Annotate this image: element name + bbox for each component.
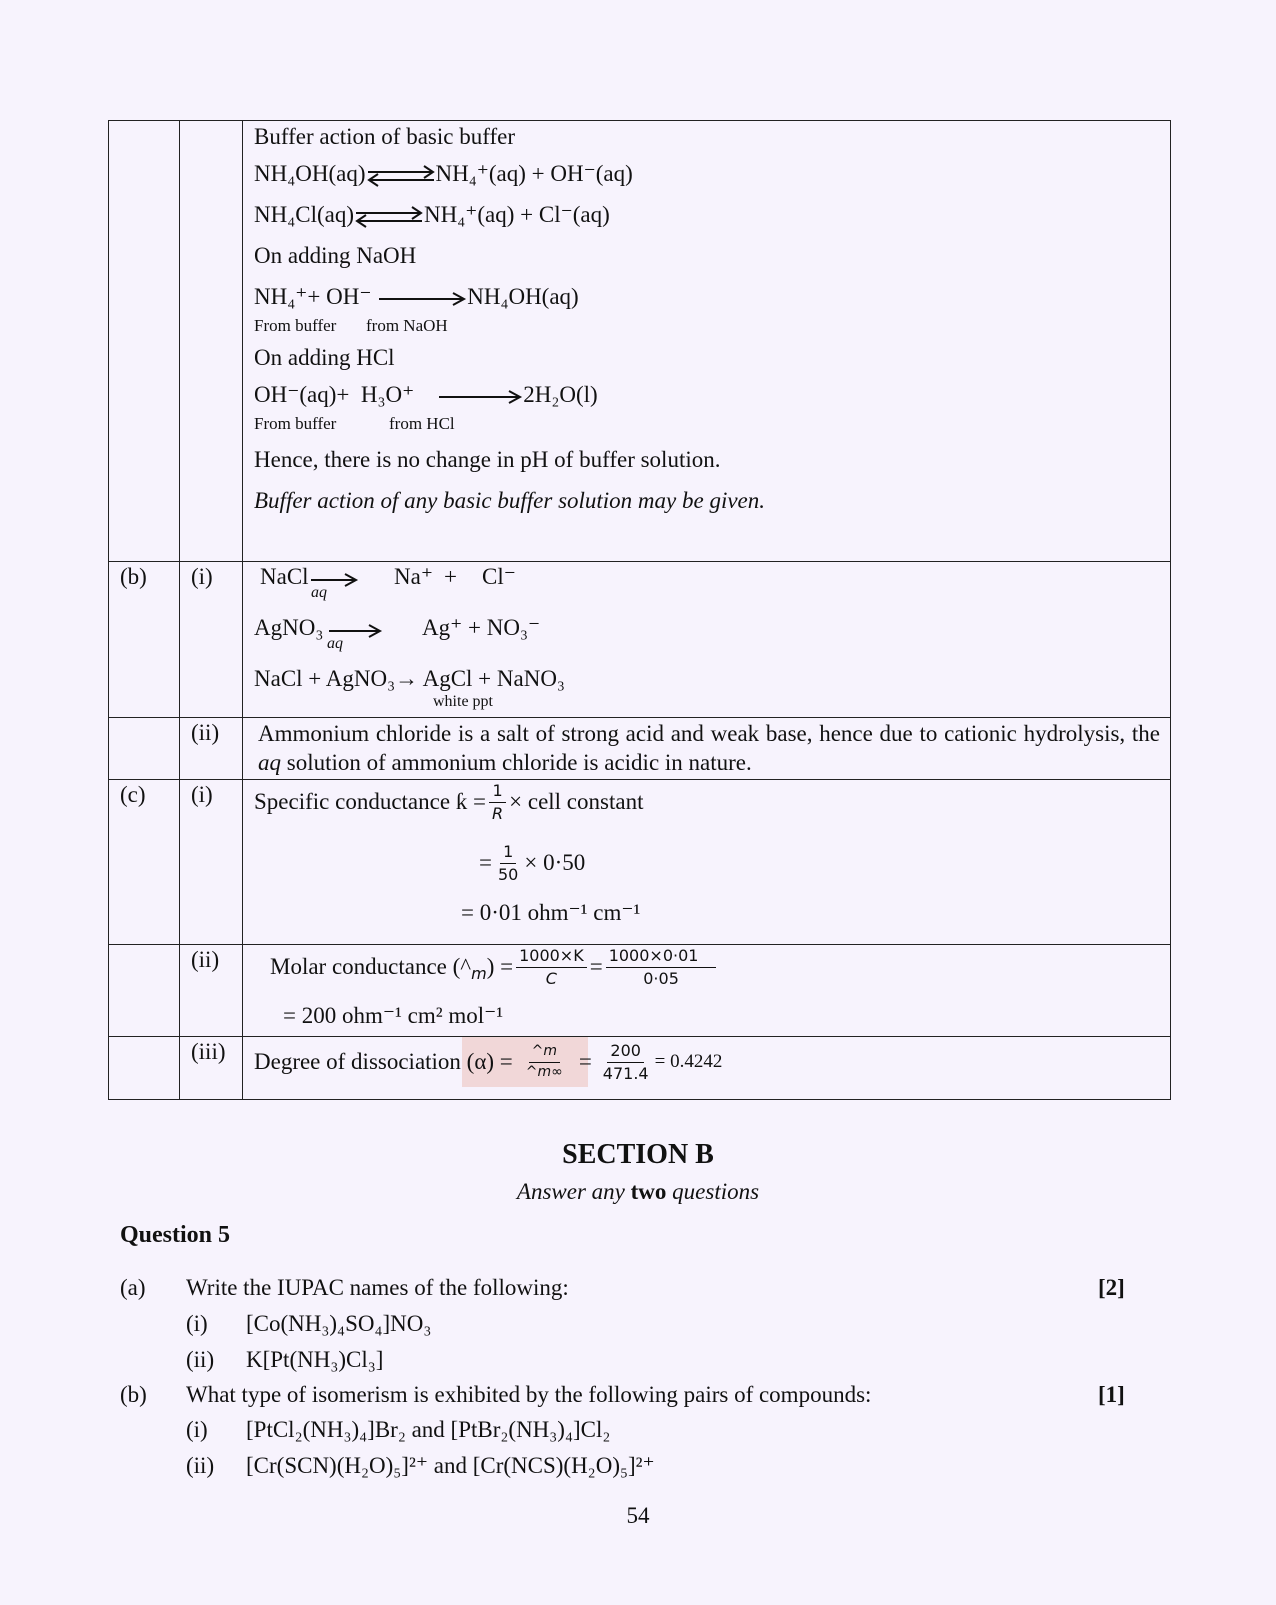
table-row bbox=[109, 780, 1171, 945]
part-b-text: What type of isomerism is exhibited by the following pairs of compounds: bbox=[186, 1382, 872, 1407]
equilibrium-arrow-icon bbox=[354, 206, 424, 228]
fraction: $\frac{1}{R}$ bbox=[489, 782, 506, 822]
right-arrow-icon bbox=[437, 389, 523, 405]
product-ion: Na⁺ bbox=[394, 564, 433, 589]
molar-conductance-result: = 200 ohm⁻¹ cm² mol⁻¹ bbox=[283, 1003, 504, 1028]
naoh-notes: From buffer from NaOH bbox=[254, 316, 448, 335]
part-label: (c) bbox=[120, 782, 146, 807]
sub-label: (i) bbox=[191, 782, 213, 807]
specific-conductance-formula: Specific conductance ƙ = $\frac{1}{R}$ × cell constant bbox=[254, 781, 644, 823]
sub-label: (ii) bbox=[186, 1347, 215, 1372]
naoh-heading: On adding NaOH bbox=[254, 243, 417, 268]
answer-table bbox=[108, 120, 1171, 1100]
compound-pair: [PtCl₂(NH₃)₄]Br₂ and [PtBr₂(NH₃)₄]Cl₂ bbox=[246, 1417, 611, 1442]
sub-label: (i) bbox=[186, 1417, 208, 1442]
compound-formula: [Co(NH₃)₄SO₄]NO₃ bbox=[246, 1311, 432, 1336]
content-cell bbox=[243, 718, 1171, 780]
precipitation-equation: NaCl + AgNO₃→ AgCl + NaNO₃ bbox=[254, 666, 565, 691]
sub-label: (i) bbox=[191, 564, 213, 589]
degree-of-dissociation-formula: Degree of dissociation (α) = $\frac{\^{}m}{\^{}m\infty}$ = $\frac{200}{471.4}$ = 0.4242 bbox=[254, 1041, 723, 1083]
compound-pair: [Cr(SCN)(H₂O)₅]²⁺ and [Cr(NCS)(H₂O)₅]²⁺ bbox=[246, 1453, 655, 1478]
sub-label: (ii) bbox=[191, 947, 220, 972]
fraction: $\frac{\^{}m}{\^{}m\infty}$ bbox=[525, 1043, 563, 1080]
hcl-notes: From buffer from HCl bbox=[254, 414, 455, 433]
fraction: $\frac{1000\times K}{C}$ bbox=[516, 947, 587, 987]
marks-badge: [2] bbox=[1098, 1275, 1125, 1300]
equation-ionization-nh4cl: NH₄Cl(aq) NH₄⁺(aq) + Cl⁻(aq) bbox=[254, 202, 610, 227]
table-row bbox=[109, 718, 1171, 780]
equation-ionization-nh4oh: NH₄OH(aq) NH₄⁺(aq) + OH⁻(aq) bbox=[254, 161, 633, 186]
hcl-heading: On adding HCl bbox=[254, 345, 395, 370]
section-instruction: Answer any two questions bbox=[516, 1179, 760, 1204]
specific-conductance-result: = 0·01 ohm⁻¹ cm⁻¹ bbox=[461, 900, 641, 925]
fraction: $\frac{1}{50}$ bbox=[497, 842, 519, 884]
fraction: $\frac{200}{471.4}$ bbox=[602, 1041, 649, 1083]
equation-nacl-dissociation: NaCl bbox=[260, 564, 309, 589]
content-cell bbox=[243, 562, 1171, 718]
table-row bbox=[109, 1037, 1171, 1100]
part-label: (b) bbox=[120, 1382, 147, 1407]
sub-label: (iii) bbox=[191, 1039, 226, 1064]
table-row bbox=[109, 945, 1171, 1037]
molar-conductance-formula: Molar conductance (^ m ) = $\frac{1000\times K}{C}$ = $\frac{1000\times 0\cdot 01}{0\cdot 05}$ bbox=[270, 947, 719, 987]
equation-naoh: NH₄⁺+ OH⁻ NH₄OH(aq) bbox=[254, 284, 579, 309]
table-row bbox=[109, 562, 1171, 718]
equation-agno3-dissociation: AgNO₃ bbox=[254, 615, 324, 640]
question-title: Question 5 bbox=[120, 1222, 231, 1248]
equilibrium-arrow-icon bbox=[366, 165, 436, 187]
buffer-conclusion: Hence, there is no change in pH of buffer solution. bbox=[254, 447, 721, 472]
page-number: 54 bbox=[626, 1503, 650, 1528]
part-label: (b) bbox=[120, 564, 147, 589]
buffer-note: Buffer action of any basic buffer solution may be given. bbox=[254, 488, 766, 513]
part-label-cell bbox=[109, 121, 180, 562]
content-cell bbox=[243, 780, 1171, 945]
hydrolysis-explanation: Ammonium chloride is a salt of strong acid and weak base, hence due to cationic hydrolysis, the aq solution of ammonium chloride is acidic in nature. bbox=[258, 721, 1160, 775]
product-ion: Cl⁻ bbox=[482, 564, 516, 589]
part-label: (a) bbox=[120, 1275, 146, 1300]
content-cell bbox=[243, 121, 1171, 562]
compound-formula: K[Pt(NH₃)Cl₃] bbox=[246, 1347, 384, 1372]
arrow-condition: aq bbox=[327, 635, 343, 652]
buffer-title: Buffer action of basic buffer bbox=[254, 124, 515, 149]
marks-badge: [1] bbox=[1098, 1382, 1125, 1407]
sub-label: (ii) bbox=[186, 1453, 215, 1478]
table-row bbox=[109, 121, 1171, 562]
arrow-condition: aq bbox=[311, 584, 327, 601]
plus-sign: + bbox=[444, 564, 457, 589]
sub-label: (i) bbox=[186, 1311, 208, 1336]
sub-label-cell bbox=[180, 121, 243, 562]
specific-conductance-substitution: = $\frac{1}{50}$ × 0·50 bbox=[479, 842, 586, 884]
equation-hcl: OH⁻(aq)+ H₃O⁺ 2H₂O(l) bbox=[254, 382, 598, 407]
content-cell bbox=[243, 945, 1171, 1037]
agno3-products: Ag⁺ + NO₃⁻ bbox=[422, 615, 541, 640]
right-arrow-icon bbox=[377, 291, 467, 307]
section-title: SECTION B bbox=[562, 1139, 714, 1170]
fraction: $\frac{1000\times 0\cdot 01}{0\cdot 05}$ bbox=[606, 947, 717, 987]
precipitate-note: white ppt bbox=[433, 693, 493, 710]
content-cell bbox=[243, 1037, 1171, 1100]
sub-label: (ii) bbox=[191, 720, 220, 745]
part-a-text: Write the IUPAC names of the following: bbox=[186, 1275, 569, 1300]
